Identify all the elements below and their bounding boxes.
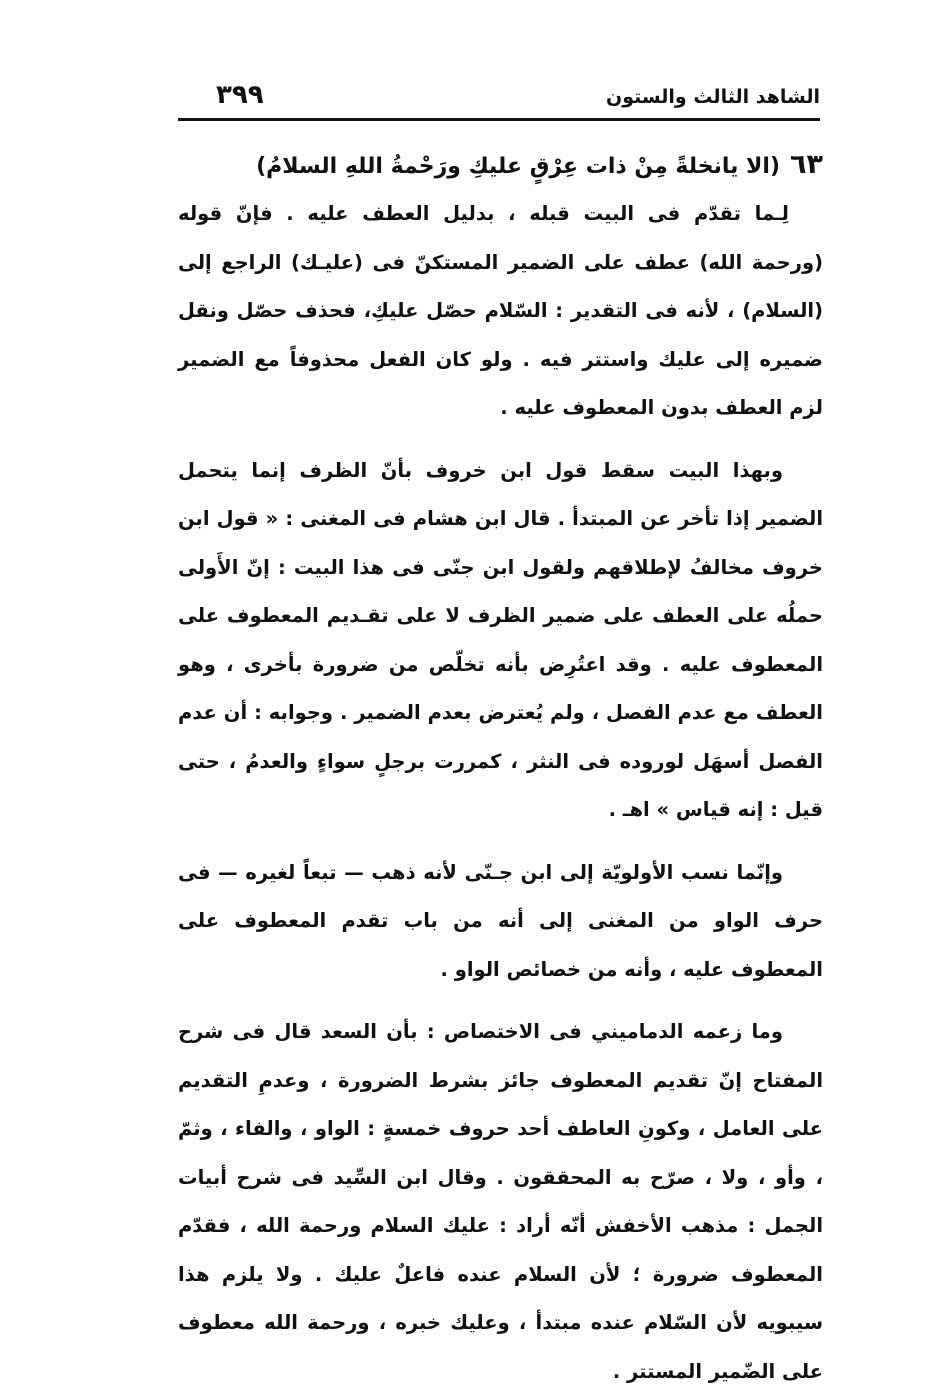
verse-number: ٦٣ — [790, 149, 823, 180]
page-body — [178, 140, 823, 1396]
header-rule — [178, 118, 820, 121]
running-title: الشاهد الثالث والستون — [606, 86, 820, 108]
page-number: ٣٩٩ — [216, 80, 264, 110]
page-header — [178, 76, 820, 120]
paragraph: وبهذا البيت سقط قول ابن خروف بأنّ الظرف إنما يتحمل الضمير إذا تأخر عن المبتدأ . قال ابن هشام فى المغنى : « قول ابن خروف مخالفُ لإطلاقهم ولقول ابن جنّى فى هذا البيت : إنّ الأَولى حملُه على العطف على ضمير الظرف لا على تقـديم المعطوف على المعطوف عليه . وقد اعتُرِض بأنه تخلّص من ضرورة بأخرى ، وهو العطف مع عدم الفصل ، ولم يُعترض بعدم الضمير . وجوابه : أن عدم الفصل أسهَل لوروده فى النثر ، كمررت برجلٍ سواءٍ والعدمُ ، حتى قيل : إنه قياس » اهـ . — [178, 458, 823, 821]
paragraph: وما زعمه الدماميني فى الاختصاص : بأن السعد قال فى شرح المفتاح إنّ تقديم المعطوف جائز بشرط الضرورة ، وعدمِ التقديم على العامل ، وكونِ العاطف أحد حروف خمسةٍ : الواو ، والفاء ، وثمّ ، وأو ، ولا ، صرّح به المحققون . وقال ابن السِّيد فى شرح أبيات الجمل : مذهب الأخفش أنّه أراد : عليك السلام ورحمة الله ، فقدّم المعطوف ضرورة ؛ لأن السلام عنده فاعلٌ عليك . ولا يلزم هذا سيبويه لأن السّلام عنده مبتدأ ، وعليك خبره ، ورحمة الله معطوف على الضّمير المستتر . — [178, 1020, 823, 1383]
paragraph: وإنّما نسب الأولويّة إلى ابن جـنّى لأنه ذهب — تبعاً لغيره — فى حرف الواو من المغنى إلى أنه من باب تقدم المعطوف على المعطوف عليه ، وأنه من خصائص الواو . — [178, 860, 823, 981]
paragraph: لِـما تقدّم فى البيت قبله ، بدليل العطف عليه . فإنّ قوله (ورحمة الله) عطف على الضمير المستكنّ فى (عليـك) الراجع إلى (السلام) ، لأنه فى التقدير : السّلام حصّل عليكِ، فحذف حصّل ونقل ضميره إلى عليك واستتر فيه . ولو كان الفعل محذوفاً مع الضمير لزم العطف بدون المعطوف عليه . — [178, 202, 823, 419]
verse-text: (الا يانخلةً مِنْ ذات عِرْقٍ عليكِ ورَحْمةُ اللهِ السلامُ) — [256, 154, 781, 179]
verse-line — [178, 140, 823, 190]
